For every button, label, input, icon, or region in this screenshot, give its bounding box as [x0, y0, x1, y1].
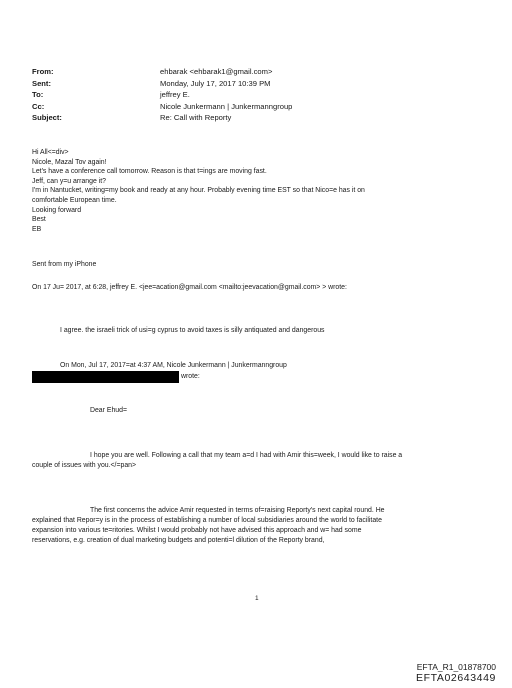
- cc-label: Cc:: [32, 101, 45, 111]
- subject-label: Subject:: [32, 113, 62, 122]
- page-number: 1: [255, 595, 259, 602]
- para1-line1: I hope you are well. Following a call that my team a=d I had with Amir this=week, I would like to raise a: [90, 452, 403, 459]
- sent-value: Monday, July 17, 2017 10:39 PM: [160, 78, 271, 88]
- body-line: Jeff, can y=u arrange it?: [32, 177, 106, 185]
- para2-line3: expansion into various te=ritories. Whilst I would probably not have advised this approach and w= had some: [32, 527, 362, 534]
- to-label: To:: [32, 90, 44, 99]
- sent-label: Sent:: [32, 78, 51, 88]
- body-line: EB: [32, 225, 42, 233]
- to-value: jeffrey E.: [160, 90, 190, 99]
- body-line: Best: [32, 216, 46, 224]
- subject-value: Re: Call with Reporty: [160, 113, 232, 122]
- message-body: [32, 148, 365, 234]
- body-line: Looking forward: [32, 206, 82, 214]
- body-line: Hi All<=div>: [32, 149, 69, 156]
- para1-line2: couple of issues with you.</=pan>: [32, 462, 137, 469]
- quote1-header: On 17 Ju= 2017, at 6:28, jeffrey E. <jee=acation@gmail.com <mailto:jeevacation@gmail.com> > wrote:: [32, 284, 347, 291]
- from-label: From:: [32, 67, 54, 76]
- para2-line1: The first concerns the advice Amir requested in terms of=raising Reporty's next capital round. He: [90, 507, 385, 514]
- footer-ref2: EFTA02643449: [416, 672, 496, 684]
- cc-value: Nicole Junkermann | Junkermanngroup: [160, 101, 293, 111]
- footer-ref1: EFTA_R1_01878700: [416, 662, 496, 672]
- quote2-header: On Mon, Jul 17, 2017=at 4:37 AM, Nicole Junkermann | Junkermanngroup: [60, 362, 287, 369]
- greeting: Dear Ehud=: [90, 407, 127, 414]
- para2-line2: explained that Repor=y is in the process of establishing a number of local subsidiaries around the world to facilitate: [32, 517, 382, 524]
- redaction-bar: [32, 371, 179, 383]
- body-line: I'm in Nantucket, writing=my book and ready at any hour. Probably evening time EST so that Nico=e has it on: [32, 187, 365, 195]
- quote1-text: I agree. the israeli trick of usi=g cyprus to avoid taxes is silly antiquated and dangerous: [60, 327, 325, 334]
- quote2-wrote: wrote:: [181, 373, 200, 380]
- body-line: Nicole, Mazal Tov again!: [32, 158, 107, 166]
- sent-from-signature: Sent from my iPhone: [32, 261, 97, 268]
- from-value: ehbarak <ehbarak1@gmail.com>: [160, 67, 273, 76]
- body-line: Let's have a conference call tomorrow. Reason is that t=ings are moving fast.: [32, 168, 267, 176]
- para2-line4: reservations, e.g. creation of dual marketing budgets and potenti=l dilution of the Reporty brand,: [32, 537, 325, 544]
- body-line: comfortable European time.: [32, 196, 117, 204]
